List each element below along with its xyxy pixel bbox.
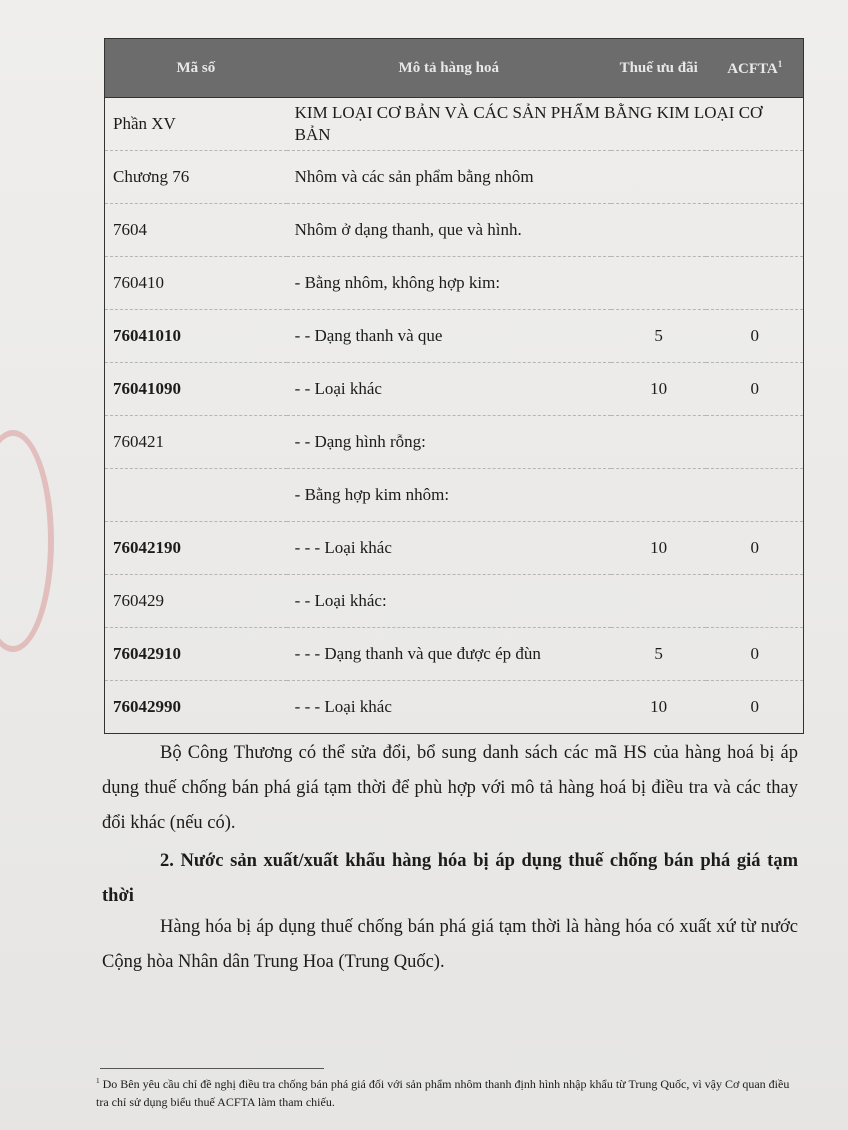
row-description: KIM LOẠI CƠ BẢN VÀ CÁC SẢN PHẨM BẰNG KIM LOẠI CƠ BẢN: [294, 103, 763, 144]
row-mfn-rate: 10: [611, 522, 707, 575]
row-description: - - Dạng hình rỗng:: [287, 416, 611, 469]
row-description: - - Dạng thanh và que: [287, 310, 611, 363]
row-code: [105, 469, 287, 522]
table-row: [105, 257, 804, 310]
row-code: 76041010: [105, 310, 287, 363]
footnote: [96, 1072, 796, 1111]
header-description: Mô tả hàng hoá: [287, 39, 611, 98]
row-mfn-rate: [611, 204, 707, 257]
row-mfn-rate: 5: [611, 628, 707, 681]
row-description: - Bằng hợp kim nhôm:: [287, 469, 611, 522]
row-description: - - - Loại khác: [287, 681, 611, 734]
row-description: - - - Loại khác: [287, 522, 611, 575]
paragraph-hs-amendment: Bộ Công Thương có thể sửa đổi, bổ sung danh sách các mã HS của hàng hoá bị áp dụng thuế chống bán phá giá tạm thời để phù hợp với mô tả hàng hoá bị điều tra và các thay đổi khác (nếu có).: [102, 743, 798, 833]
row-code: 76042990: [105, 681, 287, 734]
footnote-mark: 1: [96, 1077, 100, 1085]
row-code: 76042910: [105, 628, 287, 681]
header-acfta: [706, 39, 803, 98]
table-row: [105, 98, 804, 151]
row-description: - - Loại khác:: [287, 575, 611, 628]
table-row: [105, 628, 804, 681]
table-row: [105, 204, 804, 257]
table-row: [105, 575, 804, 628]
row-acfta-rate: [706, 469, 803, 522]
row-description: - - - Dạng thanh và que được ép đùn: [287, 628, 611, 681]
table-row: [105, 416, 804, 469]
row-description: Nhôm và các sản phẩm bằng nhôm: [287, 151, 804, 204]
row-acfta-rate: 0: [706, 363, 803, 416]
row-code: 7604: [105, 204, 287, 257]
row-code: Phần XV: [113, 114, 176, 133]
row-description: - - Loại khác: [287, 363, 611, 416]
table-row: [105, 151, 804, 204]
header-acfta-label: ACFTA: [727, 60, 778, 77]
row-code: Chương 76: [105, 151, 287, 204]
table-row: [105, 310, 804, 363]
table-row: [105, 522, 804, 575]
section-heading-origin: 2. Nước sản xuất/xuất khẩu hàng hóa bị áp dụng thuế chống bán phá giá tạm thời: [102, 851, 798, 906]
row-mfn-rate: 10: [611, 363, 707, 416]
row-acfta-rate: [706, 416, 803, 469]
table-header-row: [105, 39, 804, 98]
row-acfta-rate: [706, 575, 803, 628]
header-acfta-footnote-mark: 1: [777, 58, 783, 69]
row-code: 76041090: [105, 363, 287, 416]
row-mfn-rate: [611, 469, 707, 522]
row-code: 760421: [105, 416, 287, 469]
red-stamp-mark: [0, 430, 54, 652]
footnote-text: Do Bên yêu cầu chỉ đề nghị điều tra chống bán phá giá đối với sản phẩm nhôm thanh định hình nhập khẩu từ Trung Quốc, vì vậy Cơ quan điều tra chỉ sử dụng biểu thuế ACFTA làm tham chiếu.: [96, 1077, 790, 1109]
table-row: [105, 469, 804, 522]
table-row: [105, 363, 804, 416]
row-acfta-rate: [706, 257, 803, 310]
row-acfta-rate: 0: [706, 522, 803, 575]
header-mfn-rate: Thuế ưu đãi: [611, 39, 707, 98]
table-row: [105, 681, 804, 734]
row-mfn-rate: [611, 257, 707, 310]
row-mfn-rate: [611, 416, 707, 469]
row-code: 760410: [105, 257, 287, 310]
row-acfta-rate: 0: [706, 681, 803, 734]
row-description: - Bằng nhôm, không hợp kim:: [287, 257, 611, 310]
row-acfta-rate: 0: [706, 310, 803, 363]
row-mfn-rate: [611, 575, 707, 628]
hs-code-table: [104, 38, 804, 734]
row-acfta-rate: 0: [706, 628, 803, 681]
header-code: Mã số: [105, 39, 287, 98]
footnote-divider: [100, 1068, 324, 1069]
row-mfn-rate: 10: [611, 681, 707, 734]
row-code: 76042190: [105, 522, 287, 575]
row-mfn-rate: 5: [611, 310, 707, 363]
row-description: Nhôm ở dạng thanh, que và hình.: [287, 204, 611, 257]
row-code: 760429: [105, 575, 287, 628]
row-acfta-rate: [706, 204, 803, 257]
paragraph-origin: Hàng hóa bị áp dụng thuế chống bán phá giá tạm thời là hàng hóa có xuất xứ từ nước Cộng hòa Nhân dân Trung Hoa (Trung Quốc).: [102, 917, 798, 972]
